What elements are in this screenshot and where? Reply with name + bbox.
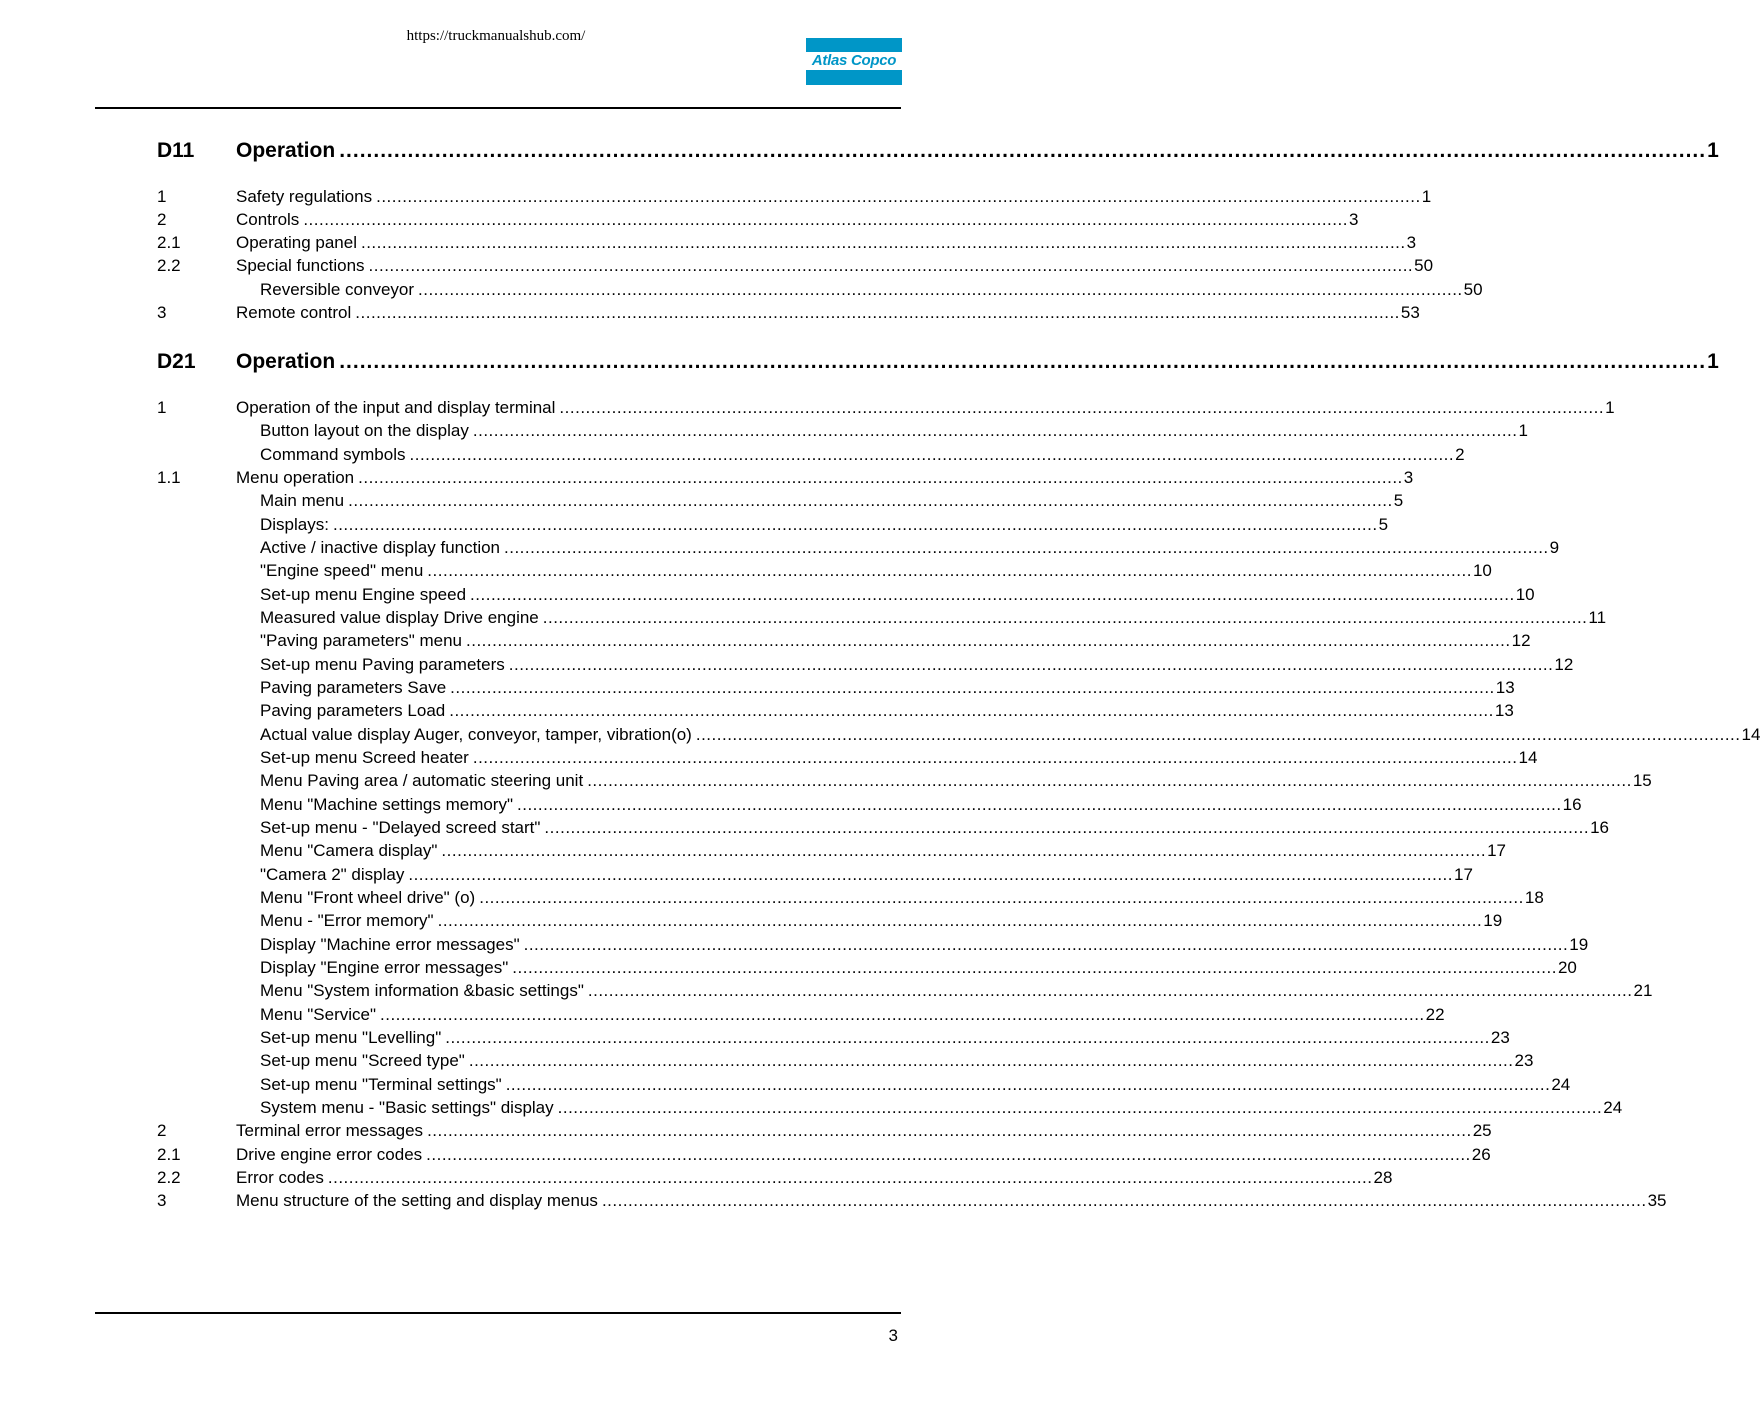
toc-entry <box>157 207 1359 230</box>
dot-leader: ........................................................................................................................................................................................................ <box>559 398 1605 417</box>
dot-leader: ........................................................................................................................................................................................................ <box>348 491 1393 510</box>
toc-title: Menu - "Error memory" <box>260 911 434 930</box>
toc-title: Measured value display Drive engine <box>260 608 539 627</box>
toc-page: 15 <box>1632 771 1652 790</box>
toc-entry <box>157 1142 1491 1165</box>
toc-title: Set-up menu - "Delayed screed start" <box>260 818 541 837</box>
toc-title: Menu Paving area / automatic steering unit <box>260 771 584 790</box>
page-number: 3 <box>888 1326 898 1345</box>
toc-page: 19 <box>1483 911 1503 930</box>
toc-subentry <box>157 722 1760 745</box>
toc-page: 14 <box>1518 748 1538 767</box>
toc-title: Set-up menu "Terminal settings" <box>260 1075 502 1094</box>
toc-page: 9 <box>1549 538 1560 557</box>
toc-page: 11 <box>1588 608 1607 627</box>
dot-leader: ........................................................................................................................................................................................................ <box>695 725 1741 744</box>
toc-title: Drive engine error codes <box>236 1145 423 1164</box>
toc-page: 28 <box>1373 1168 1393 1187</box>
toc-subentry <box>157 652 1574 675</box>
toc-subentry <box>157 792 1582 815</box>
toc-subentry <box>157 1095 1623 1118</box>
toc-title: Paving parameters Save <box>260 678 447 697</box>
toc-entry <box>157 300 1420 323</box>
toc-page: 1 <box>1707 350 1719 373</box>
toc-subentry <box>157 745 1538 768</box>
toc-page: 1 <box>1421 187 1432 206</box>
toc-page: 24 <box>1551 1075 1571 1094</box>
dot-leader: ........................................................................................................................................................................................................ <box>449 701 1494 720</box>
toc-entry <box>157 1165 1393 1188</box>
toc-title: Command symbols <box>260 445 406 464</box>
dot-leader: ........................................................................................................................................................................................................ <box>303 210 1348 229</box>
dot-leader: ........................................................................................................................................................................................................ <box>409 445 1455 464</box>
toc-entry <box>157 1188 1667 1211</box>
toc-page: 14 <box>1741 725 1760 744</box>
toc-page: 18 <box>1524 888 1544 907</box>
dot-leader: ........................................................................................................................................................................................................ <box>505 1075 1551 1094</box>
toc-title: Menu "System information &basic settings" <box>260 981 584 1000</box>
brand-logo-text: Atlas Copco <box>806 52 902 70</box>
toc-page: 23 <box>1490 1028 1510 1047</box>
toc-page: 12 <box>1554 655 1574 674</box>
toc-title: Menu "Front wheel drive" (o) <box>260 888 476 907</box>
toc-number: 2.1 <box>157 1145 181 1164</box>
header-divider <box>95 107 901 109</box>
toc-number: 2.2 <box>157 256 181 275</box>
source-url: https://truckmanualshub.com/ <box>406 28 586 44</box>
toc-page: 1 <box>1605 398 1615 417</box>
dot-leader: ........................................................................................................................................................................................................ <box>523 935 1569 954</box>
toc-subentry <box>157 768 1652 791</box>
dot-leader: ........................................................................................................................................................................................................ <box>472 421 1518 440</box>
toc-heading <box>157 347 1719 375</box>
toc-page: 12 <box>1511 631 1531 650</box>
toc-entry <box>157 465 1414 488</box>
toc-page: 1 <box>1518 421 1528 440</box>
toc-number: 1.1 <box>157 468 181 487</box>
dot-leader: ........................................................................................................................................................................................................ <box>512 958 1557 977</box>
dot-leader: ........................................................................................................................................................................................................ <box>472 748 1518 767</box>
toc-title: Reversible conveyor <box>260 280 415 299</box>
toc-entry <box>157 1118 1492 1141</box>
dot-leader: ........................................................................................................................................................................................................ <box>517 795 1562 814</box>
toc-page: 35 <box>1647 1191 1667 1210</box>
toc-page: 22 <box>1425 1005 1445 1024</box>
dot-leader: ........................................................................................................................................................................................................ <box>466 631 1511 650</box>
toc-subentry <box>157 582 1535 605</box>
toc-title: Set-up menu Paving parameters <box>260 655 505 674</box>
dot-leader: ........................................................................................................................................................................................................ <box>376 187 1421 206</box>
toc-title: Actual value display Auger, conveyor, tamper, vibration(o) <box>260 725 692 744</box>
toc-subentry <box>157 628 1531 651</box>
toc-page: 16 <box>1562 795 1582 814</box>
toc-title: Terminal error messages <box>236 1121 424 1140</box>
toc-subentry <box>157 862 1473 885</box>
toc-title: Special functions <box>236 256 365 275</box>
toc-page: 23 <box>1514 1051 1534 1070</box>
dot-leader: ........................................................................................................................................................................................................ <box>468 1051 1514 1070</box>
toc-page: 3 <box>1403 468 1414 487</box>
toc-page: 3 <box>1406 233 1417 252</box>
toc-title: Button layout on the display <box>260 421 469 440</box>
dot-leader: ........................................................................................................................................................................................................ <box>587 771 1632 790</box>
dot-leader: ........................................................................................................................................................................................................ <box>418 280 1463 299</box>
toc-subentry <box>157 1048 1534 1071</box>
toc-page: 20 <box>1557 958 1577 977</box>
toc-subentry <box>157 605 1607 628</box>
toc-entry <box>157 395 1615 418</box>
toc-number: 3 <box>157 303 167 322</box>
toc-number: D11 <box>157 139 195 162</box>
dot-leader: ........................................................................................................................................................................................................ <box>332 515 1378 534</box>
toc-title: Controls <box>236 210 300 229</box>
toc-title: Set-up menu "Screed type" <box>260 1051 465 1070</box>
dot-leader: ........................................................................................................................................................................................................ <box>437 911 1483 930</box>
toc-number: D21 <box>157 350 196 373</box>
toc-heading <box>157 136 1719 164</box>
toc-title: Menu "Service" <box>260 1005 377 1024</box>
toc-title: Operating panel <box>236 233 357 252</box>
toc-subentry <box>157 1072 1571 1095</box>
toc-title: Main menu <box>260 491 345 510</box>
toc-subentry <box>157 932 1589 955</box>
toc-page: 5 <box>1393 491 1404 510</box>
dot-leader: ........................................................................................................................................................................................................ <box>339 350 1707 373</box>
toc-page: 13 <box>1494 701 1514 720</box>
toc-subentry <box>157 442 1465 465</box>
toc-page: 19 <box>1569 935 1589 954</box>
dot-leader: ........................................................................................................................................................................................................ <box>479 888 1524 907</box>
toc-title: Display "Engine error messages" <box>260 958 509 977</box>
toc-title: Operation of the input and display terminal <box>236 398 556 417</box>
toc-subentry <box>157 558 1492 581</box>
toc-page: 25 <box>1472 1121 1492 1140</box>
toc-title: Menu "Machine settings memory" <box>260 795 513 814</box>
toc-subentry <box>157 488 1404 511</box>
dot-leader: ........................................................................................................................................................................................................ <box>445 1028 1490 1047</box>
toc-subentry <box>157 512 1389 535</box>
toc-subentry <box>157 1002 1445 1025</box>
toc-title: Error codes <box>236 1168 324 1187</box>
toc-number: 2 <box>157 210 167 229</box>
toc-title: "Paving parameters" menu <box>260 631 462 650</box>
dot-leader: ........................................................................................................................................................................................................ <box>542 608 1588 627</box>
toc-number: 2.1 <box>157 233 181 252</box>
toc-page: 13 <box>1495 678 1515 697</box>
dot-leader: ........................................................................................................................................................................................................ <box>427 1121 1472 1140</box>
toc-title: Set-up menu "Levelling" <box>260 1028 442 1047</box>
toc-page: 3 <box>1348 210 1359 229</box>
toc-page: 1 <box>1707 139 1719 162</box>
toc-page: 21 <box>1633 981 1653 1000</box>
dot-leader: ........................................................................................................................................................................................................ <box>504 538 1549 557</box>
toc-subentry <box>157 838 1506 861</box>
brand-logo <box>806 38 902 85</box>
dot-leader: ........................................................................................................................................................................................................ <box>355 303 1400 322</box>
dot-leader: ........................................................................................................................................................................................................ <box>450 678 1495 697</box>
dot-leader: ........................................................................................................................................................................................................ <box>360 233 1406 252</box>
toc-title: Paving parameters Load <box>260 701 446 720</box>
dot-leader: ........................................................................................................................................................................................................ <box>426 1145 1471 1164</box>
toc-title: Remote control <box>236 303 352 322</box>
toc-title: System menu - "Basic settings" display <box>260 1098 554 1117</box>
toc-subentry <box>157 535 1560 558</box>
toc-page: 24 <box>1603 1098 1623 1117</box>
toc-title: Set-up menu Screed heater <box>260 748 469 767</box>
dot-leader: ........................................................................................................................................................................................................ <box>368 256 1414 275</box>
toc-title: Menu operation <box>236 468 355 487</box>
toc-title: Display "Machine error messages" <box>260 935 520 954</box>
toc-entry <box>157 184 1432 207</box>
toc-title: Menu structure of the setting and display menus <box>236 1191 598 1210</box>
dot-leader: ........................................................................................................................................................................................................ <box>380 1005 1425 1024</box>
toc-subentry <box>157 277 1483 300</box>
toc-number: 3 <box>157 1191 167 1210</box>
dot-leader: ........................................................................................................................................................................................................ <box>508 655 1554 674</box>
dot-leader: ........................................................................................................................................................................................................ <box>327 1168 1373 1187</box>
toc-page: 17 <box>1487 841 1506 860</box>
toc-subentry <box>157 1025 1510 1048</box>
toc-subentry <box>157 815 1609 838</box>
toc-number: 1 <box>157 398 167 417</box>
dot-leader: ........................................................................................................................................................................................................ <box>587 981 1633 1000</box>
dot-leader: ........................................................................................................................................................................................................ <box>441 841 1487 860</box>
toc-title: Menu "Camera display" <box>260 841 438 860</box>
dot-leader: ........................................................................................................................................................................................................ <box>601 1191 1647 1210</box>
toc-number: 2 <box>157 1121 167 1140</box>
toc-page: 50 <box>1463 280 1483 299</box>
dot-leader: ........................................................................................................................................................................................................ <box>358 468 1403 487</box>
toc-subentry <box>157 955 1577 978</box>
toc-subentry <box>157 908 1503 931</box>
toc-page: 10 <box>1472 561 1492 580</box>
toc-page: 16 <box>1590 818 1609 837</box>
toc-title: "Engine speed" menu <box>260 561 424 580</box>
dot-leader: ........................................................................................................................................................................................................ <box>427 561 1472 580</box>
toc-entry <box>157 253 1434 276</box>
toc-page: 53 <box>1400 303 1420 322</box>
toc-number: 2.2 <box>157 1168 181 1187</box>
toc-page: 17 <box>1454 865 1473 884</box>
dot-leader: ........................................................................................................................................................................................................ <box>339 139 1707 162</box>
toc-title: Displays: <box>260 515 329 534</box>
toc-subentry <box>157 698 1514 721</box>
toc-title: Active / inactive display function <box>260 538 501 557</box>
dot-leader: ........................................................................................................................................................................................................ <box>408 865 1453 884</box>
toc-title: Set-up menu Engine speed <box>260 585 467 604</box>
toc-page: 26 <box>1471 1145 1491 1164</box>
dot-leader: ........................................................................................................................................................................................................ <box>544 818 1590 837</box>
toc-number: 1 <box>157 187 167 206</box>
toc-title: "Camera 2" display <box>260 865 405 884</box>
toc-title: Safety regulations <box>236 187 373 206</box>
toc-subentry <box>157 885 1544 908</box>
dot-leader: ........................................................................................................................................................................................................ <box>470 585 1515 604</box>
toc-title: Operation <box>236 350 336 373</box>
toc-title: Operation <box>236 139 336 162</box>
toc-page: 5 <box>1378 515 1389 534</box>
toc-page: 50 <box>1414 256 1434 275</box>
toc-subentry <box>157 978 1653 1001</box>
footer-divider <box>95 1312 901 1314</box>
dot-leader: ........................................................................................................................................................................................................ <box>557 1098 1603 1117</box>
toc-subentry <box>157 418 1528 441</box>
toc-subentry <box>157 675 1515 698</box>
toc-page: 2 <box>1455 445 1465 464</box>
toc-page: 10 <box>1515 585 1535 604</box>
toc-entry <box>157 230 1417 253</box>
